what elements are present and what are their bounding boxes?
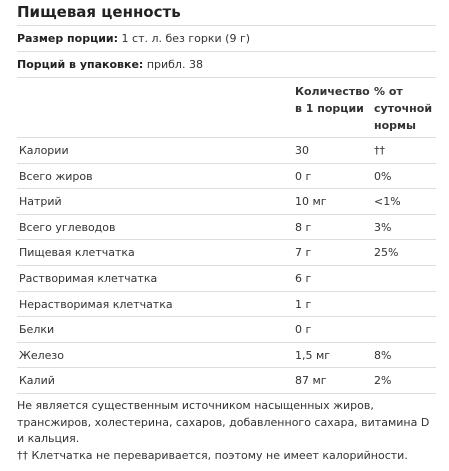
nutrient-name: Белки: [19, 323, 55, 337]
daily-value-header: % от суточной нормы: [374, 85, 433, 132]
table-row: [17, 215, 436, 241]
serving-size-label: Размер порции:: [17, 32, 119, 45]
table-row: [17, 266, 436, 292]
nutrient-amount: 87 мг: [295, 374, 327, 388]
nutrient-amount: 10 мг: [295, 195, 327, 209]
nutrient-amount: 6 г: [295, 271, 312, 285]
nutrient-name: Калории: [19, 144, 69, 157]
nutrient-daily-value: 25%: [374, 246, 399, 260]
nutrition-table: [17, 138, 436, 394]
servings-per-pack-label: Порций в упаковке:: [17, 58, 144, 71]
panel-title: Пищевая ценность: [17, 0, 436, 26]
nutrient-daily-value: <1%: [374, 195, 401, 209]
table-row: [17, 138, 436, 164]
nutrient-name: Нерастворимая клетчатка: [19, 297, 173, 311]
table-row: [17, 189, 436, 215]
table-row: [17, 368, 436, 394]
nutrient-amount: 30: [295, 144, 309, 157]
nutrient-name: Железо: [19, 348, 64, 362]
nutrient-amount: 0 г: [295, 169, 312, 183]
table-row: [17, 240, 436, 266]
nutrient-daily-value: 0%: [374, 169, 392, 183]
nutrient-amount: 7 г: [295, 246, 312, 260]
servings-per-pack-value: прибл. 38: [143, 58, 203, 71]
table-row: [17, 343, 436, 369]
table-header: [17, 78, 436, 138]
table-row: [17, 317, 436, 343]
nutrient-daily-value: 8%: [374, 348, 392, 362]
nutrient-amount: 1 г: [295, 297, 312, 311]
footnote-fiber: †† Клетчатка не переваривается, поэтому не имеет калорийности.: [17, 448, 408, 462]
serving-size-row: [17, 26, 436, 52]
nutrient-name: Всего жиров: [19, 169, 93, 183]
nutrient-amount: 1,5 мг: [295, 348, 331, 362]
serving-size-value: 1 ст. л. без горки (9 г): [118, 32, 251, 45]
nutrient-name: Пищевая клетчатка: [19, 246, 135, 260]
nutrient-name: Натрий: [19, 195, 62, 209]
nutrient-amount: 0 г: [295, 323, 312, 337]
nutrient-name: Калий: [19, 374, 55, 388]
footnotes: [17, 398, 436, 464]
nutrient-daily-value: ††: [374, 144, 385, 157]
footnote-not-significant: Не является существенным источником насыщенных жиров, трансжиров, холестерина, сахаров, добавленного сахара, витамина D и кальция.: [17, 399, 430, 445]
nutrient-amount: 8 г: [295, 220, 312, 234]
amount-header: Количество в 1 порции: [295, 85, 370, 115]
nutrient-daily-value: 3%: [374, 220, 392, 234]
nutrient-name: Всего углеводов: [19, 220, 116, 234]
nutrient-daily-value: 2%: [374, 374, 392, 388]
table-row: [17, 292, 436, 318]
nutrient-name: Растворимая клетчатка: [19, 271, 158, 285]
table-row: [17, 164, 436, 190]
servings-per-pack-row: [17, 52, 436, 78]
